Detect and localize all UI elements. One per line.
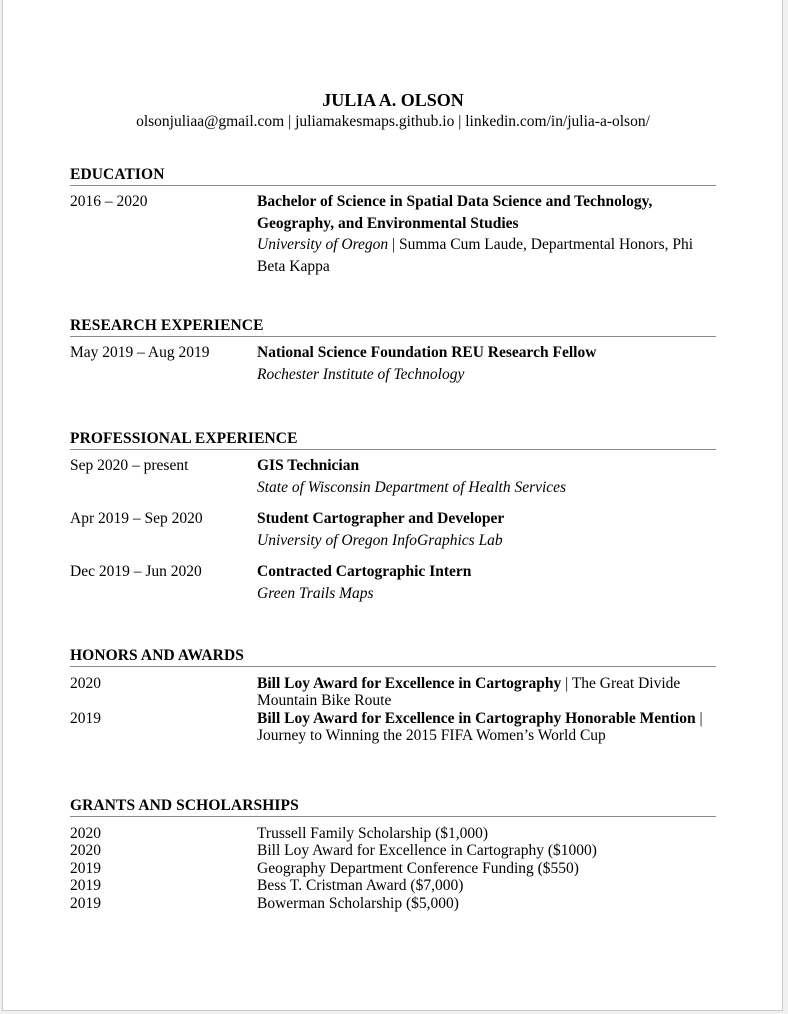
text-segment: Rochester Institute of Technology xyxy=(257,365,465,383)
entry-line xyxy=(257,710,716,727)
entry-row xyxy=(70,825,716,842)
text-segment: University of Oregon xyxy=(257,236,389,254)
entry-date: Dec 2019 – Jun 2020 xyxy=(70,563,202,581)
text-segment: Green Trails Maps xyxy=(257,584,374,602)
text-segment: Journey to Winning the 2015 FIFA Women’s World Cup xyxy=(257,727,606,745)
text-segment: Student Cartographer and Developer xyxy=(257,510,505,528)
entry-date: 2019 xyxy=(70,859,101,877)
text-segment: University of Oregon InfoGraphics Lab xyxy=(257,531,503,549)
section-title: GRANTS AND SCHOLARSHIPS xyxy=(70,797,716,817)
entry-description xyxy=(257,508,716,551)
text-segment: | xyxy=(695,709,703,727)
entry-row xyxy=(70,455,716,498)
text-segment: Bill Loy Award for Excellence in Cartography xyxy=(257,675,562,692)
entry-line xyxy=(257,530,716,552)
entry-line xyxy=(257,727,716,744)
text-segment: Bill Loy Award for Excellence in Cartography ($1000) xyxy=(257,842,597,860)
entry-row xyxy=(70,561,716,604)
entry-line xyxy=(257,342,716,364)
section-title: RESEARCH EXPERIENCE xyxy=(70,317,716,337)
entry-description xyxy=(257,877,716,894)
text-segment: Bess T. Cristman Award ($7,000) xyxy=(257,877,464,895)
entry-date: Sep 2020 – present xyxy=(70,457,189,474)
section-title: EDUCATION xyxy=(70,166,716,186)
entry-line xyxy=(257,508,716,530)
entry-row xyxy=(70,877,716,894)
text-segment: Contracted Cartographic Intern xyxy=(257,563,472,581)
entry-line xyxy=(257,825,716,842)
entry-description xyxy=(257,342,716,385)
text-segment: | Summa Cum Laude, Departmental Honors, Phi xyxy=(388,236,694,254)
entry-row xyxy=(70,191,716,277)
section-rows xyxy=(70,675,716,745)
entry-row xyxy=(70,860,716,877)
text-segment: Geography, and Environmental Studies xyxy=(257,214,519,232)
resume-section xyxy=(70,647,716,745)
entry-line xyxy=(257,692,716,709)
text-segment: National Science Foundation REU Research Fellow xyxy=(257,344,597,361)
entry-date: 2020 xyxy=(70,675,101,692)
resume-section xyxy=(70,797,716,912)
entry-line xyxy=(257,256,716,278)
entry-line xyxy=(257,561,716,583)
entry-description xyxy=(257,842,716,859)
entry-line xyxy=(257,191,716,213)
entry-line xyxy=(257,895,716,912)
section-rows xyxy=(70,342,716,385)
entry-line xyxy=(257,675,716,692)
entry-date: 2016 – 2020 xyxy=(70,193,148,210)
section-title: PROFESSIONAL EXPERIENCE xyxy=(70,430,716,450)
text-segment: Mountain Bike Route xyxy=(257,692,392,710)
entry-line xyxy=(257,877,716,894)
resume-page xyxy=(2,0,783,1011)
entry-line xyxy=(257,477,716,499)
text-segment: Beta Kappa xyxy=(257,257,330,275)
entry-date: 2019 xyxy=(70,877,101,895)
text-segment: Bowerman Scholarship ($5,000) xyxy=(257,894,459,912)
entry-line xyxy=(257,455,716,477)
entry-line xyxy=(257,234,716,256)
entry-line xyxy=(257,860,716,877)
entry-description xyxy=(257,860,716,877)
entry-row xyxy=(70,675,716,710)
entry-description xyxy=(257,710,716,745)
entry-row xyxy=(70,842,716,859)
entry-row xyxy=(70,895,716,912)
section-rows xyxy=(70,191,716,277)
entry-description xyxy=(257,455,716,498)
contact-line: olsonjuliaa@gmail.com | juliamakesmaps.github.io | linkedin.com/in/julia-a-olson/ xyxy=(136,113,650,130)
entry-date: 2019 xyxy=(70,894,101,912)
entry-line xyxy=(257,583,716,605)
entry-row xyxy=(70,508,716,551)
entry-description xyxy=(257,825,716,842)
text-segment: Trussell Family Scholarship ($1,000) xyxy=(257,825,489,842)
entry-row xyxy=(70,342,716,385)
text-segment: Geography Department Conference Funding ($550) xyxy=(257,859,579,877)
section-rows xyxy=(70,455,716,605)
entry-line xyxy=(257,213,716,235)
entry-description xyxy=(257,675,716,710)
resume-section xyxy=(70,166,716,277)
text-segment: Bill Loy Award for Excellence in Cartography Honorable Mention xyxy=(257,709,696,727)
entry-date: 2020 xyxy=(70,842,101,860)
resume-section xyxy=(70,430,716,605)
section-rows xyxy=(70,825,716,912)
text-segment: GIS Technician xyxy=(257,457,360,474)
entry-row xyxy=(70,710,716,745)
entry-line xyxy=(257,364,716,386)
entry-date: Apr 2019 – Sep 2020 xyxy=(70,510,203,528)
entry-line xyxy=(257,842,716,859)
entry-date: May 2019 – Aug 2019 xyxy=(70,344,210,361)
person-name: JULIA A. OLSON xyxy=(322,90,464,110)
entry-description xyxy=(257,895,716,912)
entry-description xyxy=(257,191,716,277)
entry-date: 2020 xyxy=(70,825,101,842)
text-segment: State of Wisconsin Department of Health Services xyxy=(257,478,567,496)
entry-description xyxy=(257,561,716,604)
entry-date: 2019 xyxy=(70,709,101,727)
text-segment: | The Great Divide xyxy=(561,675,681,692)
section-title: HONORS AND AWARDS xyxy=(70,647,716,667)
resume-section xyxy=(70,317,716,385)
resume-header xyxy=(70,88,716,131)
text-segment: Bachelor of Science in Spatial Data Science and Technology, xyxy=(257,193,653,210)
